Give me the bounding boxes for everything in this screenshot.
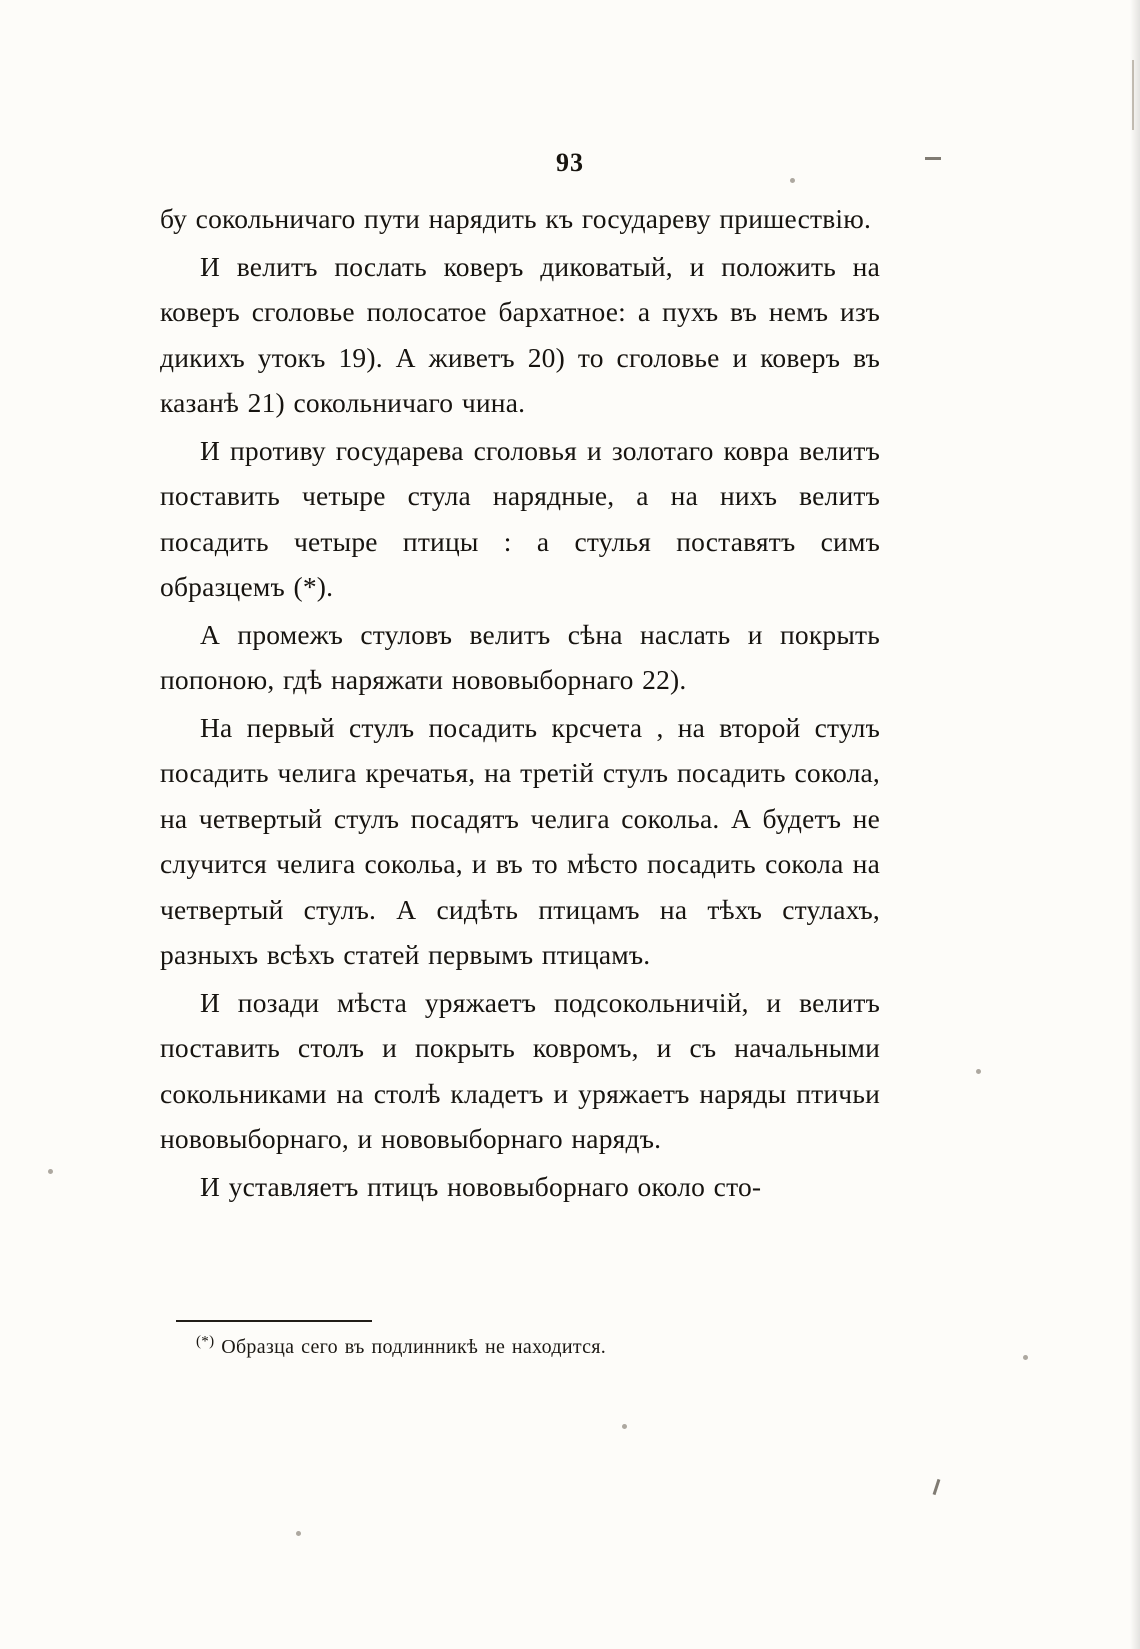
paragraph: И велитъ послать коверъ диковатый, и положить на коверъ сголовье полосатое бархатное: а пухъ въ немъ изъ дикихъ утокъ 19). А живетъ 20) то сголовье и коверъ въ казанѣ 21) сокольничаго чина.	[160, 250, 880, 418]
page-edge-shadow	[1130, 0, 1140, 1649]
footnote-text: Образца сего въ подлинникѣ не находится.	[221, 1336, 607, 1358]
paragraph: И уставляетъ птицъ нововыборнаго около сто-	[200, 1170, 762, 1202]
footnote	[160, 1332, 880, 1362]
scan-speck	[622, 1424, 627, 1429]
scan-tick	[925, 157, 941, 160]
scan-tick	[933, 1479, 941, 1495]
footnote-marker: (*)	[196, 1333, 215, 1350]
scan-speck	[976, 1069, 981, 1074]
paragraph: И позади мѣста уряжаетъ подсокольничій, и велитъ поставить столъ и покрыть ковромъ, и съ начальными сокольниками на столѣ кладетъ и уряжаетъ наряды птичьи нововыборнаго, и нововыборнаго нарядъ.	[160, 986, 880, 1154]
paragraph: И противу государева сголовья и золотаго ковра велитъ поставить четыре стула нарядные, а на нихъ велитъ посадить четыре птицы : а стулья поставятъ симъ образцемъ (*).	[160, 434, 880, 602]
paragraph: А промежъ стуловъ велитъ сѣна наслать и покрыть попоною, гдѣ наряжати нововыборнаго 22).	[160, 618, 880, 695]
page-number: 93	[556, 148, 584, 177]
paragraph: На первый стулъ посадить крсчета , на второй стулъ посадить челига кречатья, на третій стулъ посадить сокола, на четвертый стулъ посадятъ челига сокольа. А будетъ не случится челига сокольа, и въ то мѣсто посадить сокола на четвертый стулъ. А сидѣть птицамъ на тѣхъ стулахъ, разныхъ всѣхъ статей первымъ птицамъ.	[160, 711, 880, 970]
scan-speck	[1023, 1355, 1028, 1360]
body-text-block	[160, 196, 880, 1211]
scan-speck	[296, 1531, 301, 1536]
scan-speck	[790, 178, 795, 183]
footnote-separator-rule	[176, 1320, 372, 1322]
paragraph: бу сокольничаго пути нарядить къ государеву пришествію.	[160, 203, 872, 234]
scan-speck	[48, 1169, 53, 1174]
